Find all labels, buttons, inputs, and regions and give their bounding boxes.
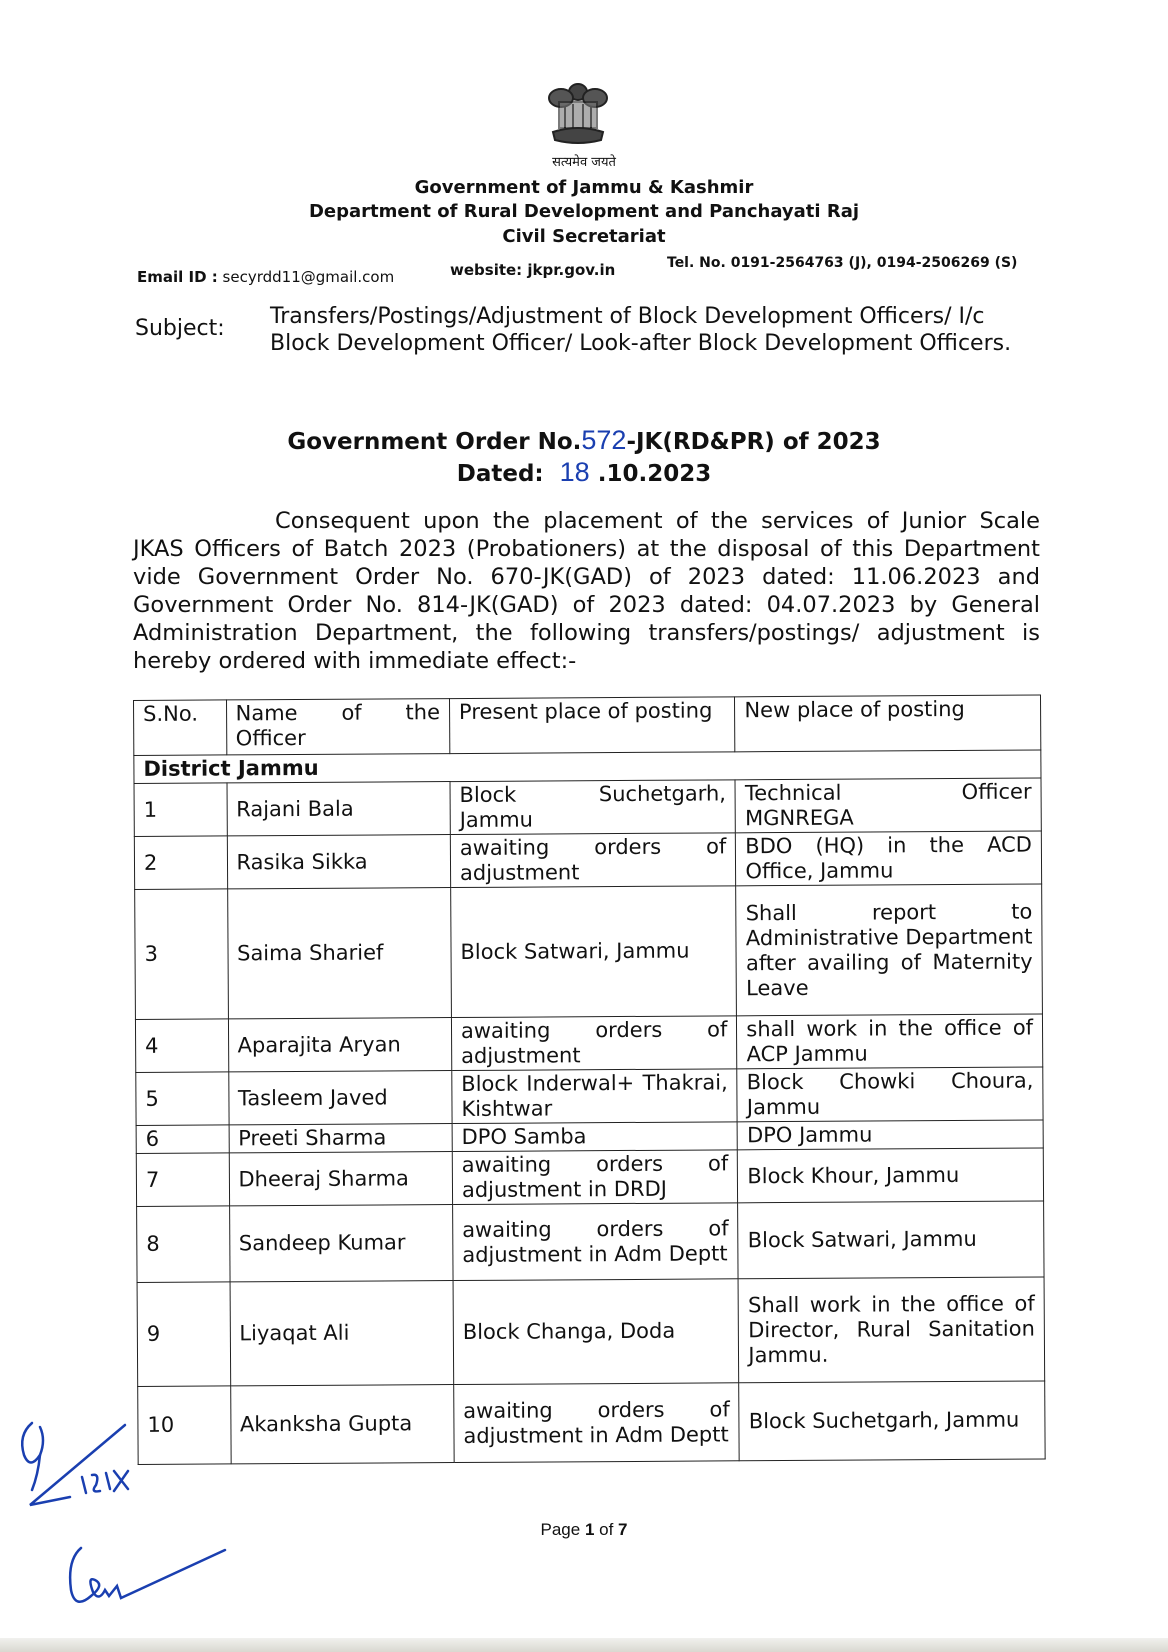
cell-new: Block Khour, Jammu [738, 1148, 1044, 1203]
cell-present: awaiting orders of adjustment in DRDJ [452, 1150, 738, 1205]
order-prefix: Government Order No. [287, 429, 582, 455]
cell-sno: 2 [134, 836, 227, 890]
table-header-row [134, 695, 1041, 756]
total-pages: 7 [618, 1520, 628, 1539]
cell-sno: 8 [137, 1206, 230, 1283]
cell-new: Shall report to Administrative Department after availing of Maternity Leave [736, 884, 1042, 1016]
government-name: Government of Jammu & Kashmir [414, 177, 754, 198]
table-row [138, 1381, 1045, 1465]
email-line [137, 268, 394, 286]
table-row [135, 884, 1043, 1020]
cell-name: Akanksha Gupta [230, 1385, 454, 1464]
table-row [136, 1148, 1043, 1207]
postings-table [133, 694, 1046, 1465]
cell-name: Dheeraj Sharma [229, 1152, 453, 1206]
signature [65, 1540, 245, 1630]
header-present: Present place of posting [449, 697, 735, 754]
cell-new: Block Suchetgarh, Jammu [739, 1381, 1045, 1461]
cell-name: Tasleem Javed [228, 1071, 452, 1125]
order-date-rest: .10.2023 [597, 461, 712, 487]
cell-sno: 5 [136, 1072, 229, 1126]
current-page: 1 [584, 1520, 595, 1539]
cell-new: DPO Jammu [737, 1120, 1043, 1150]
cell-name: Aparajita Aryan [228, 1018, 452, 1072]
cell-name: Sandeep Kumar [229, 1205, 453, 1282]
cell-sno: 3 [135, 889, 228, 1020]
cell-present: Block Satwari, Jammu [451, 886, 737, 1018]
email-label: Email ID : [137, 268, 218, 286]
margin-initials-signature [10, 1415, 140, 1510]
page-edge [0, 1638, 1168, 1652]
cell-present: awaiting orders of adjustment in Adm Deptt [452, 1203, 738, 1281]
cell-sno: 10 [138, 1386, 231, 1465]
dated-label: Dated: [456, 461, 544, 487]
header-name: Name of the Officer [226, 699, 450, 755]
order-number-handwritten: 572 [581, 425, 627, 455]
table-row [137, 1201, 1044, 1283]
header-new: New place of posting [735, 695, 1041, 752]
cell-present: Block Suchetgarh, Jammu [450, 780, 736, 835]
email-value: secyrdd11@gmail.com [222, 268, 395, 286]
cell-sno: 7 [136, 1153, 229, 1207]
subject-label: Subject: [135, 316, 225, 341]
cell-name: Rasika Sikka [227, 835, 451, 889]
office-name: Civil Secretariat [502, 226, 666, 247]
cell-present: awaiting orders of adjustment [451, 1016, 737, 1071]
order-title [0, 425, 1168, 489]
national-emblem-icon [543, 78, 613, 146]
cell-name: Preeti Sharma [229, 1124, 453, 1153]
page-number: Page 1 of 7 [540, 1520, 628, 1539]
cell-sno: 1 [134, 783, 227, 837]
order-day-handwritten: 18 [559, 457, 590, 487]
cell-present: awaiting orders of adjustment in Adm Deptt [454, 1383, 740, 1463]
cell-present: awaiting orders of adjustment [450, 833, 736, 888]
header-sno: S.No. [134, 700, 227, 756]
table-row [135, 1014, 1042, 1073]
cell-name: Saima Sharief [227, 888, 451, 1019]
cell-new: Block Satwari, Jammu [738, 1201, 1044, 1279]
cell-present: Block Changa, Doda [453, 1279, 739, 1385]
district-label: District Jammu [134, 750, 1041, 784]
table-row [134, 831, 1041, 890]
website: website: jkpr.gov.in [450, 261, 616, 279]
order-suffix: -JK(RD&PR) of 2023 [626, 429, 881, 455]
cell-present: DPO Samba [452, 1122, 738, 1152]
cell-new: Shall work in the office of Director, Rural Sanitation Jammu. [738, 1277, 1044, 1383]
table-row [137, 1277, 1045, 1387]
table-row [136, 1067, 1043, 1126]
cell-new: Block Chowki Choura, Jammu [737, 1067, 1043, 1122]
cell-new: BDO (HQ) in the ACD Office, Jammu [736, 831, 1042, 886]
cell-sno: 9 [137, 1282, 230, 1387]
cell-sno: 4 [135, 1019, 228, 1073]
department-name: Department of Rural Development and Panchayati Raj [308, 201, 860, 222]
cell-present: Block Inderwal+ Thakrai, Kishtwar [452, 1069, 738, 1124]
telephone: Tel. No. 0191-2564763 (J), 0194-2506269 (S) [667, 255, 1018, 271]
table-row [134, 778, 1041, 837]
cell-new: shall work in the office of ACP Jammu [737, 1014, 1043, 1069]
cell-new: Technical Officer MGNREGA [735, 778, 1041, 833]
cell-name: Liyaqat Ali [230, 1281, 454, 1386]
cell-name: Rajani Bala [227, 782, 451, 836]
order-paragraph: Consequent upon the placement of the services of Junior Scale JKAS Officers of Batch 2023 (Probationers) at the disposal of this Department vide Government Order No. 670-JK(GAD) of 2023 dated: 11.06.2023 and Government Order No. 814-JK(GAD) of 2023 dated: 04.07.2023 by General Administration Department, the following transfers/postings/ adjustment is hereby ordered with immediate effect:- [133, 508, 1040, 674]
cell-sno: 6 [136, 1125, 229, 1154]
subject-text: Transfers/Postings/Adjustment of Block Development Officers/ I/c Block Development Officer/ Look-after Block Development Officers. [270, 304, 1012, 356]
motto: सत्यमेव जयते [552, 155, 616, 170]
